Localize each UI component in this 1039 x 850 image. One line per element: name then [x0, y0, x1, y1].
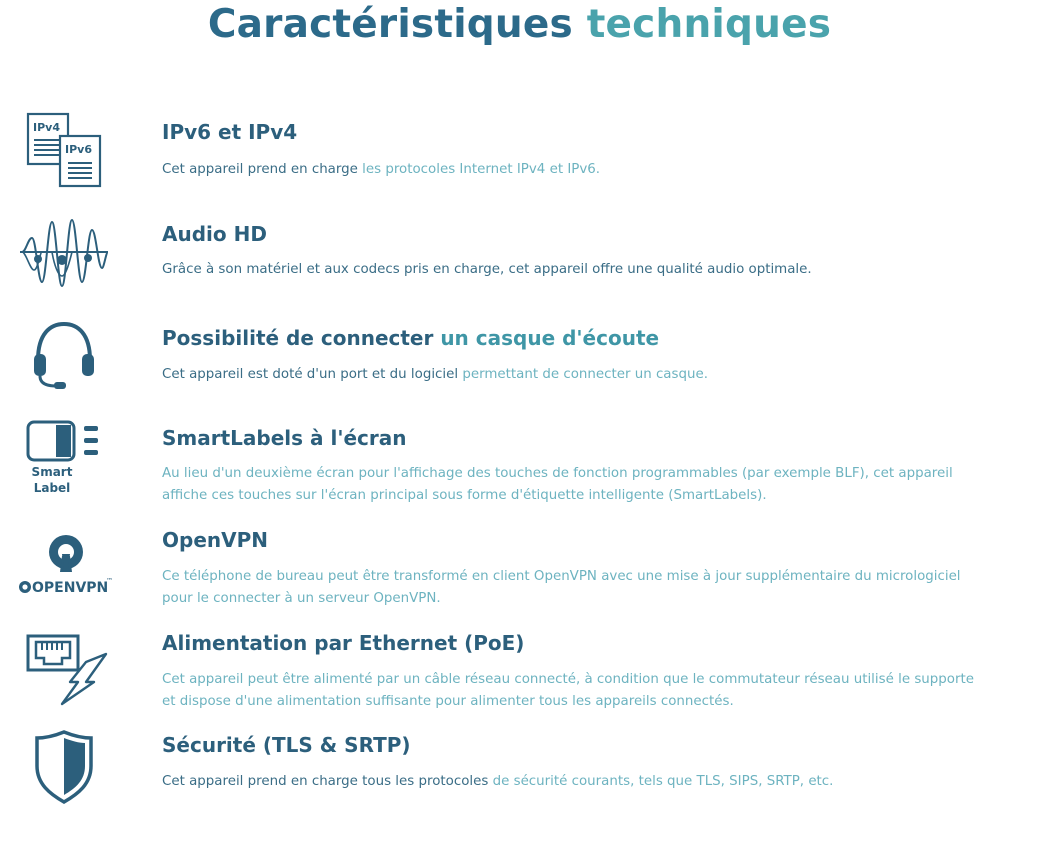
svg-text:Smart: Smart: [31, 465, 73, 479]
description-line: Ce téléphone de bureau peut être transformé en client OpenVPN avec une mise à jour supplémentaire du micrologiciel: [162, 569, 961, 584]
svg-text:OPENVPN: OPENVPN: [32, 580, 109, 596]
openvpn-icon: [18, 526, 116, 598]
feature-audio-hd: [0, 212, 1039, 302]
feature-title: Audio HD: [162, 222, 267, 246]
description-line: et dispose d'une alimentation suffisante pour alimenter tous les appareils connectés.: [162, 694, 734, 709]
description-line: Cet appareil peut être alimenté par un câble réseau connecté, à condition que le commutateur réseau utilisé le supporte: [162, 672, 974, 687]
feature-openvpn: [0, 522, 1039, 622]
feature-title: Alimentation par Ethernet (PoE): [162, 631, 525, 655]
feature-title: IPv6 et IPv4: [162, 120, 298, 144]
feature-description: Grâce à son matériel et aux codecs pris en charge, cet appareil offre une qualité audio optimale.: [162, 262, 812, 277]
feature-poe: [0, 626, 1039, 726]
feature-title: Sécurité (TLS & SRTP): [162, 733, 411, 757]
feature-title: SmartLabels à l'écran: [162, 426, 407, 450]
svg-text:IPv4: IPv4: [33, 121, 60, 134]
feature-security: [0, 728, 1039, 818]
feature-title: Possibilité de connecter un casque d'écoute: [162, 326, 660, 350]
page-title: Caractéristiques techniques: [207, 2, 832, 47]
feature-headset: [0, 318, 1039, 408]
svg-text:Label: Label: [33, 481, 71, 495]
feature-description: [162, 566, 1022, 610]
description-line: pour le connecter à un serveur OpenVPN.: [162, 591, 441, 606]
audio-wave-icon: [18, 216, 110, 288]
feature-description: [162, 463, 1022, 507]
svg-text:™: ™: [106, 577, 113, 585]
ethernet-power-icon: [26, 634, 110, 706]
feature-title: OpenVPN: [162, 528, 268, 552]
feature-description: Cet appareil est doté d'un port et du logiciel permettant de connecter un casque.: [162, 367, 708, 382]
feature-description: Cet appareil prend en charge tous les protocoles de sécurité courants, tels que TLS, SIPS, SRTP, etc.: [162, 774, 834, 789]
description-line: affiche ces touches sur l'écran principal sous forme d'étiquette intelligente (SmartLabels).: [162, 488, 767, 503]
ipv4-ipv6-icon: [26, 112, 106, 190]
headset-icon: [30, 320, 98, 390]
smartlabel-icon: [24, 420, 104, 498]
svg-text:IPv6: IPv6: [65, 143, 92, 156]
feature-ipv6-ipv4: [0, 110, 1039, 200]
feature-description: Cet appareil prend en charge les protocoles Internet IPv4 et IPv6.: [162, 162, 601, 177]
feature-description: [162, 669, 1022, 713]
feature-smartlabels: [0, 418, 1039, 518]
description-line: Au lieu d'un deuxième écran pour l'affichage des touches de fonction programmables (par exemple BLF), cet appareil: [162, 466, 953, 481]
shield-icon: [34, 730, 94, 804]
